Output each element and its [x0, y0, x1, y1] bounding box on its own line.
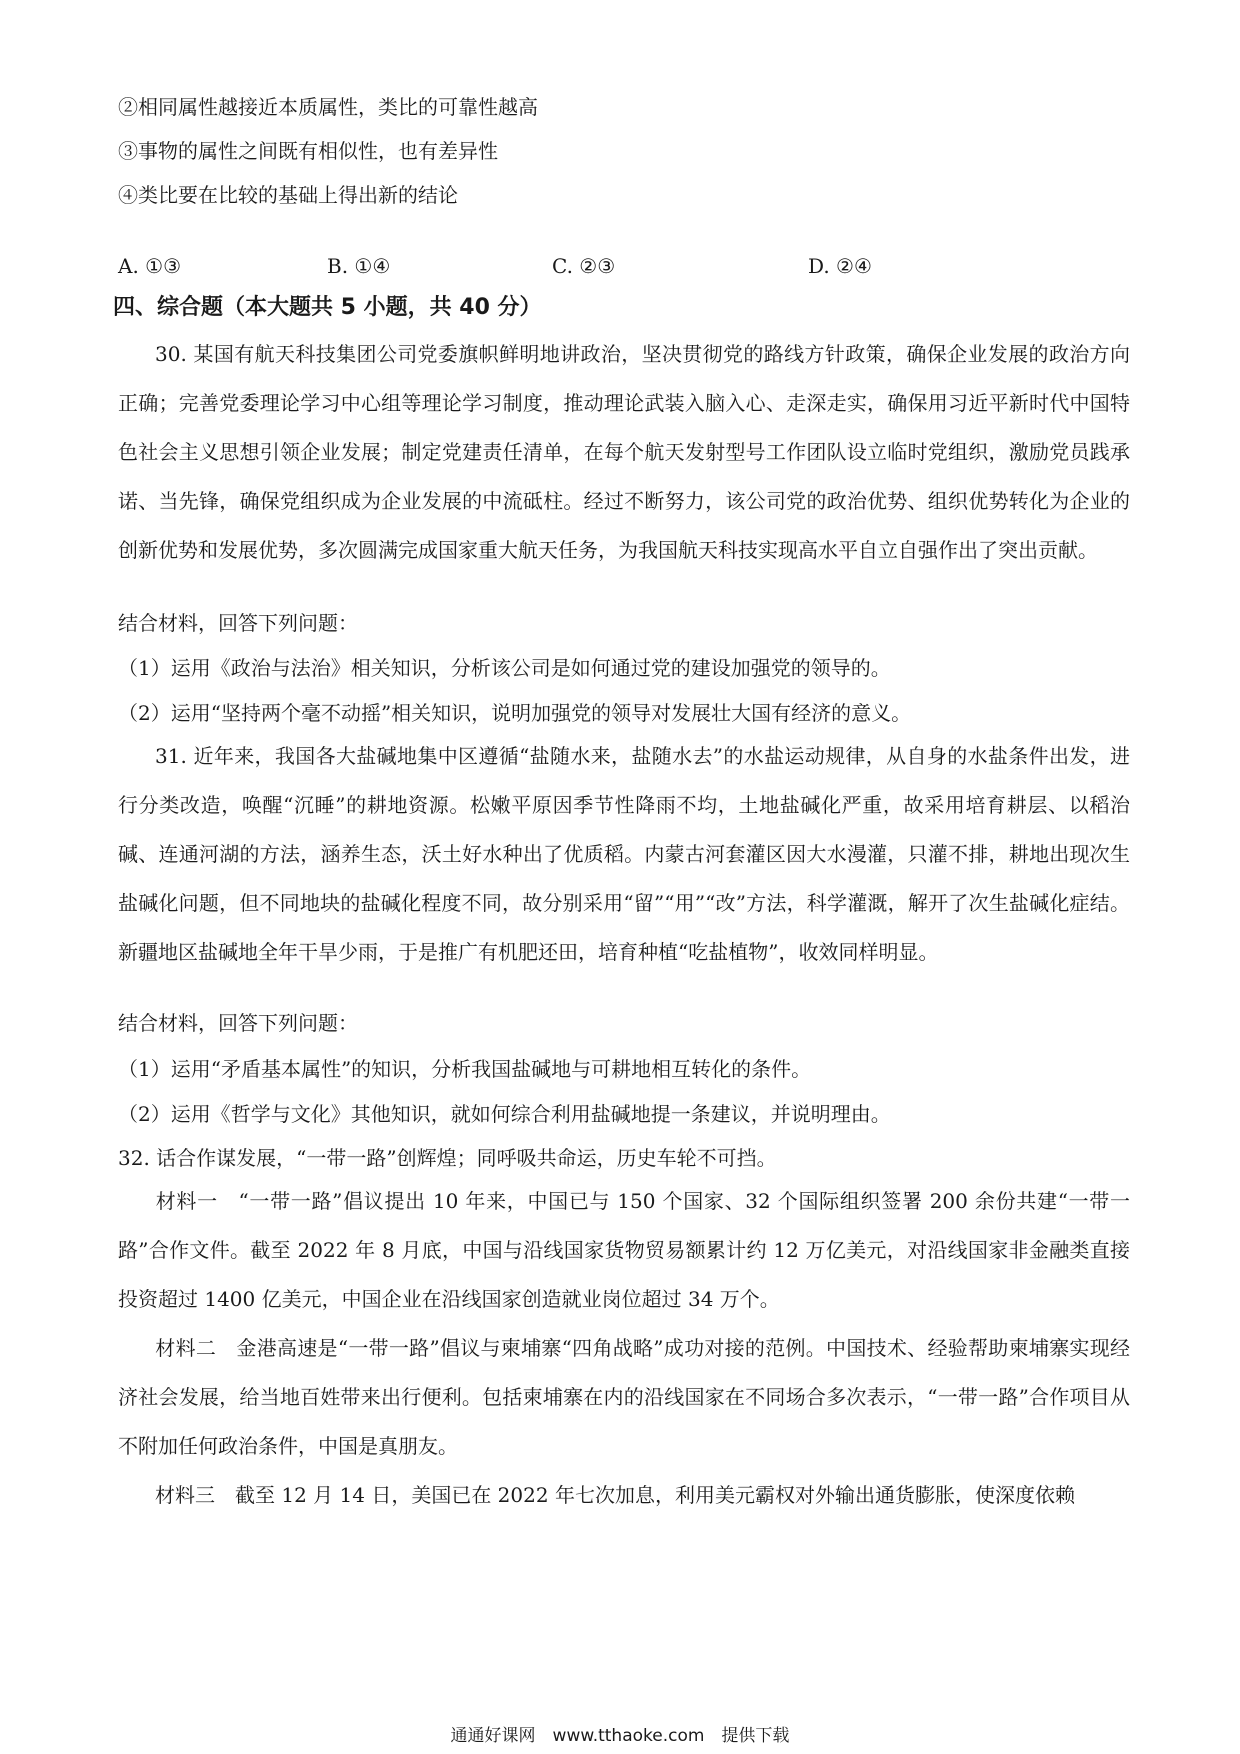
q32-material-3-text: 材料三 截至 12 月 14 日，美国已在 2022 年七次加息，利用美元霸权对外输出通货膨胀，使深度依赖	[155, 1483, 1075, 1507]
q31-prompt: 结合材料，回答下列问题：	[118, 1011, 358, 1035]
option-c: C. ②③	[552, 254, 616, 278]
option-a: A. ①③	[118, 254, 182, 278]
statement-4: ④类比要在比较的基础上得出新的结论	[118, 183, 458, 207]
q32-material-2-text: 材料二 金港高速是“一带一路”倡议与柬埔寨“四角战略”成功对接的范例。中国技术、经验帮助柬埔寨实现经济社会发展，给当地百姓带来出行便利。包括柬埔寨在内的沿线国家在不同场合多次表示，“一带一路”合作项目从不附加任何政治条件，中国是真朋友。	[118, 1336, 1130, 1458]
q31-material-text: 31. 近年来，我国各大盐碱地集中区遵循“盐随水来，盐随水去”的水盐运动规律，从自身的水盐条件出发，进行分类改造，唤醒“沉睡”的耕地资源。松嫩平原因季节性降雨不均，土地盐碱化严重，故采用培育耕层、以稻治碱、连通河湖的方法，涵养生态，沃土好水种出了优质稻。内蒙古河套灌区因大水漫灌，只灌不排，耕地出现次生盐碱化问题，但不同地块的盐碱化程度不同，故分别采用“留”“用”“改”方法，科学灌溉，解开了次生盐碱化症结。新疆地区盐碱地全年干旱少雨，于是推广有机肥还田，培育种植“吃盐植物”，收效同样明显。	[118, 744, 1130, 964]
q32-material-1	[118, 1177, 1130, 1324]
q31-subq-1: （1）运用“矛盾基本属性”的知识，分析我国盐碱地与可耕地相互转化的条件。	[118, 1057, 812, 1081]
statement-3: ③事物的属性之间既有相似性，也有差异性	[118, 139, 498, 163]
q32-material-1-text: 材料一 “一带一路”倡议提出 10 年来，中国已与 150 个国家、32 个国际组织签署 200 余份共建“一带一路”合作文件。截至 2022 年 8 月底，中国与沿线国家货物贸易额累计约 12 万亿美元，对沿线国家非金融类直接投资超过 1400 亿美元，中国企业在沿线国家创造就业岗位超过 34 万个。	[118, 1189, 1130, 1311]
answer-options	[118, 252, 1018, 282]
q30-material	[118, 330, 1130, 575]
q32-stem: 32. 话合作谋发展，“一带一路”创辉煌；同呼吸共命运，历史车轮不可挡。	[118, 1146, 777, 1170]
q30-subq-2: （2）运用“坚持两个毫不动摇”相关知识，说明加强党的领导对发展壮大国有经济的意义。	[118, 701, 912, 725]
statement-2: ②相同属性越接近本质属性，类比的可靠性越高	[118, 95, 538, 119]
q30-subq-1: （1）运用《政治与法治》相关知识，分析该公司是如何通过党的建设加强党的领导的。	[118, 656, 891, 680]
option-b: B. ①④	[327, 254, 391, 278]
q30-prompt: 结合材料，回答下列问题：	[118, 611, 358, 635]
q31-material	[118, 732, 1130, 977]
section-title: 四、综合题（本大题共 5 小题，共 40 分）	[113, 295, 542, 320]
footer-source: 通通好课网 www.tthaoke.com 提供下载	[450, 1726, 790, 1746]
option-d: D. ②④	[808, 254, 872, 278]
q31-subq-2: （2）运用《哲学与文化》其他知识，就如何综合利用盐碱地提一条建议，并说明理由。	[118, 1102, 891, 1126]
q32-material-2	[118, 1324, 1130, 1471]
q30-material-text: 30. 某国有航天科技集团公司党委旗帜鲜明地讲政治，坚决贯彻党的路线方针政策，确保企业发展的政治方向正确；完善党委理论学习中心组等理论学习制度，推动理论武装入脑入心、走深走实，确保用习近平新时代中国特色社会主义思想引领企业发展；制定党建责任清单，在每个航天发射型号工作团队设立临时党组织，激励党员践承诺、当先锋，确保党组织成为企业发展的中流砥柱。经过不断努力，该公司党的政治优势、组织优势转化为企业的创新优势和发展优势，多次圆满完成国家重大航天任务，为我国航天科技实现高水平自立自强作出了突出贡献。	[118, 342, 1130, 562]
q32-material-3	[118, 1471, 1130, 1520]
